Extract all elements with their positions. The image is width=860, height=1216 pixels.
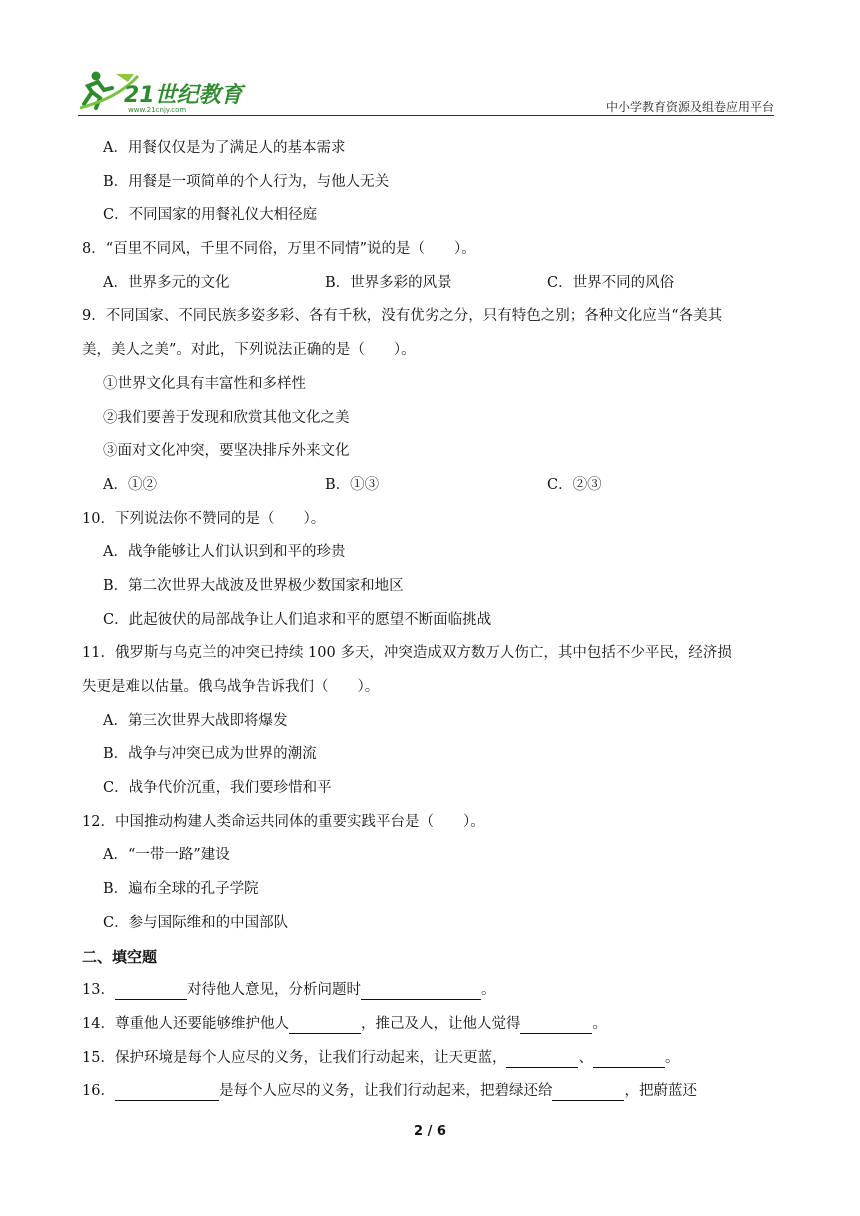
svg-text:www.21cnjy.com: www.21cnjy.com (128, 106, 187, 114)
option-item: A．世界多元的文化 (103, 274, 230, 291)
option-line: B．遍布全球的孔子学院 (103, 881, 259, 898)
question-line: 美，美人之美”。对此，下列说法正确的是（ ）。 (82, 342, 416, 359)
option-line: ②我们要善于发现和欣赏其他文化之美 (103, 409, 350, 426)
option-line: A．战争能够让人们认识到和平的珍贵 (103, 544, 346, 561)
question-line: 8．“百里不同风，千里不同俗，万里不同情”说的是（ ）。 (82, 241, 476, 258)
option-line: B．战争与冲突已成为世界的潮流 (103, 746, 317, 763)
option-line: A．用餐仅仅是为了满足人的基本需求 (103, 140, 346, 156)
blank[interactable] (520, 1013, 592, 1034)
option-row (82, 469, 782, 503)
logo (78, 68, 278, 114)
platform-name: 中小学教育资源及组卷应用平台 (605, 100, 774, 114)
option-item: B．世界多彩的风景 (325, 274, 452, 291)
question-line: 11．俄罗斯与乌克兰的冲突已持续 100 多天，冲突造成双方数万人伤亡，其中包括不少平民，经济损 (82, 645, 732, 662)
option-line: ③面对文化冲突，要坚决排斥外来文化 (103, 443, 350, 460)
option-line: C．参与国际维和的中国部队 (103, 914, 289, 931)
blank[interactable] (506, 1047, 578, 1068)
blank[interactable] (593, 1047, 665, 1068)
option-line: C．不同国家的用餐礼仪大相径庭 (103, 207, 318, 224)
blank[interactable] (289, 1013, 361, 1034)
option-line: A．第三次世界大战即将爆发 (103, 712, 288, 729)
fill-question-16: 16． 是每个人应尽的义务，让我们行动起来，把碧绿还给 ，把蔚蓝还 (82, 1075, 782, 1109)
question-lines (82, 132, 782, 941)
page-header (78, 60, 774, 120)
option-line: B．第二次世界大战波及世界极少数国家和地区 (103, 577, 404, 594)
option-row (82, 267, 782, 301)
option-item: C．世界不同的风俗 (547, 274, 675, 291)
question-line: 12．中国推动构建人类命运共同体的重要实践平台是（ ）。 (82, 813, 485, 830)
option-item: C．②③ (547, 476, 602, 493)
option-line: C．此起彼伏的局部战争让人们追求和平的愿望不断面临挑战 (103, 611, 492, 628)
question-line: 9．不同国家、不同民族多姿多彩、各有千秋，没有优劣之分，只有特色之别；各种文化应当“各美其 (82, 308, 723, 325)
blank[interactable] (115, 979, 187, 1000)
section-title: 二、填空题 (82, 947, 158, 966)
fill-question-15: 15．保护环境是每个人应尽的义务，让我们行动起来，让天更蓝， 、 。 (82, 1042, 782, 1076)
blank[interactable] (361, 979, 481, 1000)
option-line: C．战争代价沉重，我们要珍惜和平 (103, 780, 332, 797)
option-line: ①世界文化具有丰富性和多样性 (103, 375, 306, 392)
blank[interactable] (552, 1080, 624, 1101)
fill-question-14: 14．尊重他人还要能够维护他人 ，推己及人，让他人觉得 。 (82, 1008, 782, 1042)
option-line: A．“一带一路”建设 (103, 847, 230, 864)
option-line: B．用餐是一项简单的个人行为，与他人无关 (103, 173, 390, 190)
logo-runner-icon (78, 68, 278, 114)
header-divider (78, 115, 774, 116)
question-line: 失更是难以估量。俄乌战争告诉我们（ ）。 (82, 679, 380, 695)
fill-question-13: 13． 对待他人意见，分析问题时 。 (82, 974, 782, 1008)
option-item: B．①③ (325, 476, 380, 493)
blank[interactable] (115, 1080, 219, 1101)
question-line: 10．下列说法你不赞同的是（ ）。 (82, 510, 326, 527)
svg-text:21世纪教育: 21世纪教育 (124, 83, 243, 108)
option-item: A．①② (103, 476, 157, 493)
document-body (82, 132, 782, 1109)
page-number: 2 / 6 (414, 1124, 446, 1139)
